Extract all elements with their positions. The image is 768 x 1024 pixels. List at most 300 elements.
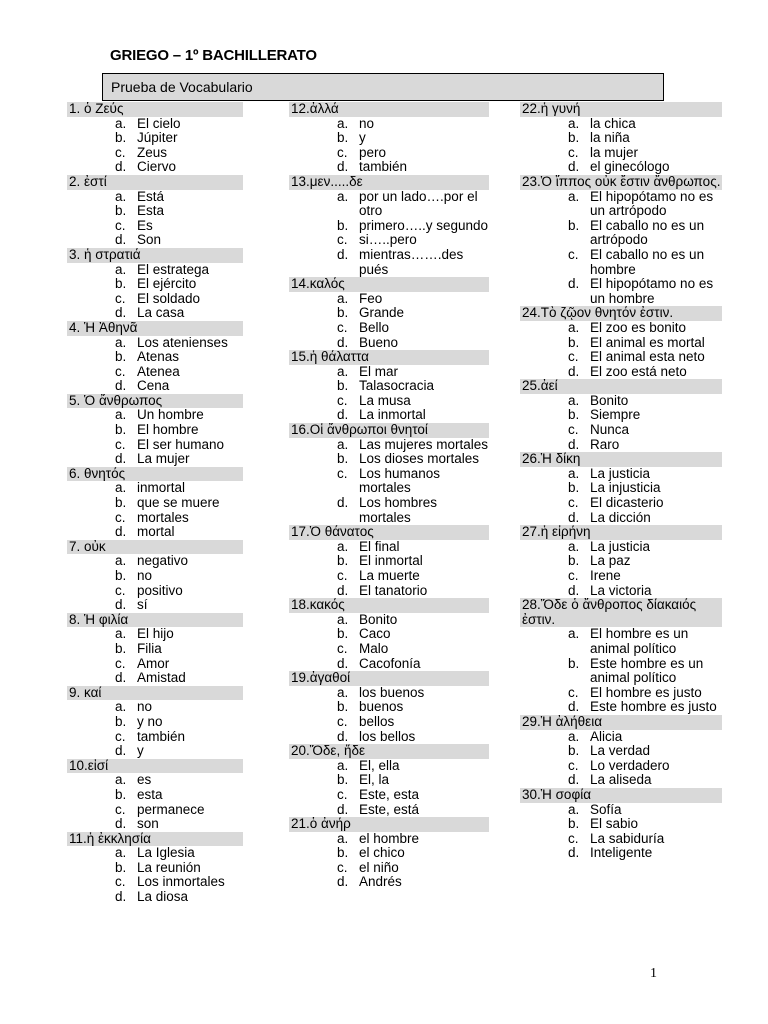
greek-term: ἀγαθοί (309, 670, 351, 686)
answer-option (520, 759, 722, 774)
greek-term: ἡ γυνή (540, 101, 581, 116)
question-item (67, 102, 243, 175)
option-text: El animal es mortal (590, 334, 705, 350)
answer-option (289, 438, 489, 453)
option-text: El zoo es bonito (590, 319, 687, 335)
question-item (520, 598, 722, 715)
option-text: la mujer (590, 144, 639, 160)
option-text: El final (359, 538, 400, 554)
option-letter: b. (568, 217, 580, 233)
option-letter: a. (337, 188, 349, 204)
option-letter: a. (337, 290, 349, 306)
answer-option (520, 846, 722, 861)
answer-option (289, 584, 489, 599)
greek-term: Ἡ ἀλήθεια (540, 713, 602, 729)
answer-option (67, 292, 243, 307)
answer-option (67, 569, 243, 584)
answer-option (289, 496, 489, 525)
option-text: no (359, 115, 375, 131)
option-text: si…..pero (359, 232, 417, 248)
option-text: Sofía (590, 801, 622, 817)
option-letter: c. (337, 568, 348, 583)
option-text: Son (137, 232, 162, 248)
answer-option (520, 569, 722, 584)
answer-option (289, 117, 489, 132)
option-letter: b. (115, 422, 127, 438)
option-letter: b. (568, 743, 580, 759)
option-text: El hombre es justo (590, 684, 702, 700)
answer-option (67, 408, 243, 423)
answer-option (67, 730, 243, 745)
option-letter: b. (337, 217, 349, 233)
option-text: El estratega (137, 261, 210, 277)
option-letter: c. (115, 655, 126, 671)
question-header (289, 102, 489, 117)
option-text: y no (137, 713, 163, 729)
answer-option (289, 408, 489, 423)
option-letter: a. (337, 611, 349, 627)
option-letter: a. (115, 845, 127, 861)
option-letter: a. (115, 261, 127, 277)
answer-option (520, 365, 722, 380)
answer-option (67, 233, 243, 248)
question-item (67, 175, 243, 248)
option-letter: d. (337, 495, 349, 511)
option-letter: b. (115, 276, 127, 292)
option-letter: c. (568, 757, 579, 773)
option-letter: d. (337, 334, 349, 350)
question-number: 16. (291, 422, 310, 438)
test-subtitle: Prueba de Vocabulario (111, 79, 253, 95)
option-letter: d. (337, 874, 349, 890)
answer-option (520, 408, 722, 423)
option-letter: b. (568, 816, 580, 832)
option-text: El hipopótamo no es un hombre (590, 276, 714, 306)
option-letter: a. (568, 115, 580, 131)
option-letter: b. (115, 786, 127, 802)
question-number: 24. (522, 305, 541, 321)
question-header (520, 788, 722, 803)
question-number: 8. (69, 611, 81, 627)
option-letter: c. (115, 509, 126, 525)
question-header (289, 744, 489, 759)
option-letter: d. (115, 305, 127, 321)
greek-term: Τὸ ζῷον θνητόν ἐστιν. (540, 305, 674, 321)
option-letter: b. (337, 699, 349, 715)
greek-term: ὁ ἀνήρ (309, 816, 351, 832)
answer-option (520, 584, 722, 599)
greek-term: ἐστί (84, 173, 107, 189)
option-letter: d. (115, 451, 127, 467)
option-letter: c. (337, 859, 348, 875)
answer-option (289, 832, 489, 847)
option-letter: d. (115, 670, 127, 686)
question-item (67, 321, 243, 394)
option-text: Este, esta (359, 786, 420, 802)
question-item (289, 175, 489, 277)
answer-option (67, 875, 243, 890)
answer-option (67, 627, 243, 642)
answer-option (67, 306, 243, 321)
answer-option (289, 730, 489, 745)
answer-option (520, 131, 722, 146)
answer-option (520, 160, 722, 175)
question-number: 26. (522, 451, 541, 467)
option-letter: d. (115, 159, 127, 175)
question-item (67, 540, 243, 613)
answer-option (520, 511, 722, 526)
page-number: 1 (650, 966, 657, 981)
question-header (67, 102, 243, 117)
greek-term: μεν.....δε (309, 173, 363, 189)
test-subtitle-box (102, 73, 664, 101)
option-letter: c. (568, 246, 579, 262)
option-text: Júpiter (137, 130, 178, 146)
answer-option (67, 219, 243, 234)
question-number: 15. (291, 349, 310, 365)
option-text: Talasocracia (359, 378, 435, 394)
option-text: Cacofonía (359, 655, 421, 671)
option-text: Los humanos mortales (359, 465, 441, 496)
option-letter: c. (568, 349, 579, 365)
question-item (289, 350, 489, 423)
question-item (289, 423, 489, 525)
answer-option (67, 671, 243, 686)
answer-option (520, 803, 722, 818)
option-letter: c. (337, 640, 348, 656)
question-number: 25. (522, 378, 541, 394)
greek-term: Οἱ ἄνθρωποι θνητοί (309, 422, 428, 438)
option-text: El caballo no es un hombre (590, 246, 705, 277)
option-text: La reunión (137, 859, 201, 875)
answer-option (289, 160, 489, 175)
question-item (289, 525, 489, 598)
option-text: Raro (590, 436, 620, 452)
option-letter: c. (568, 495, 579, 511)
option-text: positivo (137, 582, 183, 598)
answer-option (289, 365, 489, 380)
answer-option (67, 861, 243, 876)
option-text: esta (137, 786, 163, 802)
greek-term: κακός (309, 597, 345, 613)
option-text: y (137, 743, 144, 759)
option-text: El hipopótamo no es un artrópodo (590, 188, 714, 219)
option-text: Es (137, 217, 153, 233)
option-letter: d. (568, 436, 580, 452)
option-text: El, la (359, 772, 390, 788)
option-letter: d. (568, 276, 580, 292)
answer-option (289, 306, 489, 321)
answer-option (67, 715, 243, 730)
question-item (289, 598, 489, 671)
option-text: Está (137, 188, 165, 204)
option-text: Amor (137, 655, 170, 671)
option-letter: c. (337, 465, 348, 481)
question-number: 1. (69, 101, 81, 116)
answer-option (67, 584, 243, 599)
question-number: 6. (69, 465, 81, 481)
answer-option (520, 481, 722, 496)
option-letter: a. (115, 772, 127, 788)
option-letter: d. (115, 597, 127, 613)
option-letter: b. (337, 305, 349, 321)
option-text: Bello (359, 319, 390, 335)
option-letter: a. (568, 626, 580, 642)
option-text: el ginecólogo (590, 159, 670, 175)
question-number: 2. (69, 173, 81, 189)
question-item (289, 817, 489, 890)
answer-option (67, 700, 243, 715)
option-letter: d. (337, 246, 349, 262)
answer-option (520, 744, 722, 759)
option-letter: d. (568, 582, 580, 598)
option-letter: b. (115, 203, 127, 219)
answer-option (289, 875, 489, 890)
answer-option (67, 817, 243, 832)
option-letter: c. (115, 290, 126, 306)
answer-option (67, 365, 243, 380)
answer-option (520, 773, 722, 788)
answer-option (520, 350, 722, 365)
question-number: 22. (522, 101, 541, 116)
answer-option (289, 715, 489, 730)
question-column-1 (67, 102, 243, 905)
question-number: 11. (69, 830, 87, 846)
answer-option (520, 686, 722, 701)
answer-option (520, 321, 722, 336)
option-text: Este hombre es justo (590, 699, 717, 715)
option-letter: b. (337, 451, 349, 467)
question-header (520, 715, 722, 730)
question-item (67, 394, 243, 467)
greek-term: ἡ εἰρήνη (540, 524, 591, 540)
option-text: La Iglesia (137, 845, 195, 861)
greek-term: Ὁ θάνατος (309, 524, 374, 540)
answer-option (289, 657, 489, 672)
answer-option (520, 554, 722, 569)
option-text: La casa (137, 305, 185, 321)
option-letter: a. (568, 728, 580, 744)
answer-option (67, 204, 243, 219)
answer-option (289, 613, 489, 628)
question-header (520, 306, 722, 321)
option-letter: d. (337, 728, 349, 744)
question-number: 28. (522, 597, 541, 613)
option-text: Los hombres mortales (359, 495, 438, 525)
option-letter: a. (337, 115, 349, 131)
option-letter: d. (568, 509, 580, 525)
option-text: el hombre (359, 830, 420, 846)
question-number: 3. (69, 246, 81, 262)
answer-option (67, 379, 243, 394)
question-header (67, 540, 243, 555)
option-letter: b. (337, 845, 349, 861)
option-letter: d. (337, 407, 349, 423)
answer-option (520, 219, 722, 248)
option-text: inmortal (137, 480, 186, 496)
question-item (67, 759, 243, 832)
option-text: mortal (137, 524, 175, 540)
option-letter: d. (115, 232, 127, 248)
option-text: Atenas (137, 349, 180, 365)
option-text: Este hombre es un animal político (590, 655, 704, 686)
option-text: El ser humano (137, 436, 225, 452)
option-letter: c. (568, 830, 579, 846)
question-number: 9. (69, 684, 81, 700)
answer-option (289, 394, 489, 409)
option-letter: b. (568, 480, 580, 496)
greek-term: καί (84, 684, 102, 700)
option-letter: c. (115, 436, 126, 452)
option-letter: c. (337, 392, 348, 408)
question-item (520, 452, 722, 525)
answer-option (289, 467, 489, 496)
option-text: los bellos (359, 728, 416, 744)
option-text: Feo (359, 290, 383, 306)
question-number: 29. (522, 713, 541, 729)
option-text: son (137, 816, 159, 832)
option-text: no (137, 568, 153, 583)
option-text: El hombre es un animal político (590, 626, 689, 656)
answer-option (520, 496, 722, 511)
answer-option (520, 423, 722, 438)
option-text: mortales (137, 509, 189, 525)
option-letter: a. (115, 480, 127, 496)
option-letter: a. (568, 319, 580, 335)
option-text: primero…..y segundo (359, 217, 489, 233)
option-text: La justicia (590, 538, 651, 554)
answer-option (289, 292, 489, 307)
greek-term: ἀεί (540, 378, 558, 394)
option-text: Este, está (359, 801, 420, 817)
option-text: es (137, 772, 152, 788)
question-header (289, 350, 489, 365)
answer-option (67, 160, 243, 175)
question-header (289, 817, 489, 832)
answer-option (289, 452, 489, 467)
option-text: El inmortal (359, 553, 423, 569)
option-letter: d. (115, 524, 127, 540)
greek-term: Ὅδε ὁ ἄνθροπος δίακαιός ἐστιν. (522, 597, 700, 627)
option-letter: c. (115, 728, 126, 744)
option-letter: d. (568, 699, 580, 715)
question-number: 14. (291, 276, 310, 292)
answer-option (520, 627, 722, 656)
answer-option (67, 598, 243, 613)
question-number: 21. (291, 816, 310, 832)
question-header (67, 759, 243, 774)
option-text: los buenos (359, 684, 425, 700)
option-letter: a. (568, 801, 580, 817)
answer-option (289, 540, 489, 555)
option-text: El mar (359, 363, 399, 379)
question-item (520, 525, 722, 598)
answer-option (289, 321, 489, 336)
greek-term: ἀλλά (309, 101, 339, 116)
question-item (520, 788, 722, 861)
greek-term: Ἡ Ἀθηνᾶ (84, 319, 138, 335)
answer-option (520, 438, 722, 453)
option-text: La justicia (590, 465, 651, 481)
greek-term: Ὅδε, ἥδε (309, 743, 365, 759)
option-text: Atenea (137, 363, 180, 379)
answer-option (67, 846, 243, 861)
option-text: Bonito (590, 392, 629, 408)
question-header (67, 832, 243, 847)
option-letter: b. (115, 349, 127, 365)
question-number: 23. (522, 173, 541, 189)
answer-option (289, 803, 489, 818)
option-letter: c. (115, 582, 126, 598)
question-item (289, 671, 489, 744)
answer-option (520, 730, 722, 745)
answer-option (67, 657, 243, 672)
answer-option (67, 452, 243, 467)
question-header (289, 525, 489, 540)
answer-option (289, 773, 489, 788)
question-header (67, 321, 243, 336)
option-letter: c. (337, 786, 348, 802)
answer-option (289, 379, 489, 394)
greek-term: Ἡ σοφία (540, 786, 591, 802)
option-text: El ejército (137, 276, 197, 292)
answer-option (67, 263, 243, 278)
option-text: El cielo (137, 115, 181, 131)
question-number: 10. (69, 757, 88, 773)
question-item (289, 744, 489, 817)
answer-option (289, 146, 489, 161)
option-text: mientras…….des pués (359, 246, 464, 277)
greek-term: ἡ ἐκκλησία (86, 830, 151, 846)
option-text: El hijo (137, 626, 174, 642)
option-text: negativo (137, 553, 189, 569)
option-letter: c. (337, 713, 348, 729)
option-text: bellos (359, 713, 395, 729)
question-number: 13. (291, 173, 310, 189)
option-text: Ciervo (137, 159, 177, 175)
option-letter: a. (337, 363, 349, 379)
option-text: Caco (359, 626, 391, 642)
option-text: Filia (137, 640, 162, 656)
option-letter: b. (568, 553, 580, 569)
answer-option (289, 190, 489, 219)
option-text: el niño (359, 859, 399, 875)
answer-option (520, 336, 722, 351)
option-letter: b. (115, 713, 127, 729)
option-text: Zeus (137, 144, 168, 160)
option-letter: b. (337, 553, 349, 569)
option-text: Los inmortales (137, 874, 225, 890)
option-text: El zoo está neto (590, 363, 687, 379)
answer-option (289, 554, 489, 569)
question-column-3 (520, 102, 722, 861)
option-letter: b. (568, 655, 580, 671)
option-text: sí (137, 597, 148, 613)
greek-term: ἡ στρατιά (84, 246, 141, 262)
question-header (289, 277, 489, 292)
answer-option (67, 277, 243, 292)
answer-option (67, 496, 243, 511)
option-text: El caballo no es un artrópodo (590, 217, 705, 248)
answer-option (520, 277, 722, 306)
option-letter: c. (568, 568, 579, 583)
question-header (520, 525, 722, 540)
option-text: Alicia (590, 728, 623, 744)
answer-option (67, 890, 243, 905)
option-letter: d. (115, 816, 127, 832)
option-letter: a. (115, 553, 127, 569)
question-header (67, 686, 243, 701)
